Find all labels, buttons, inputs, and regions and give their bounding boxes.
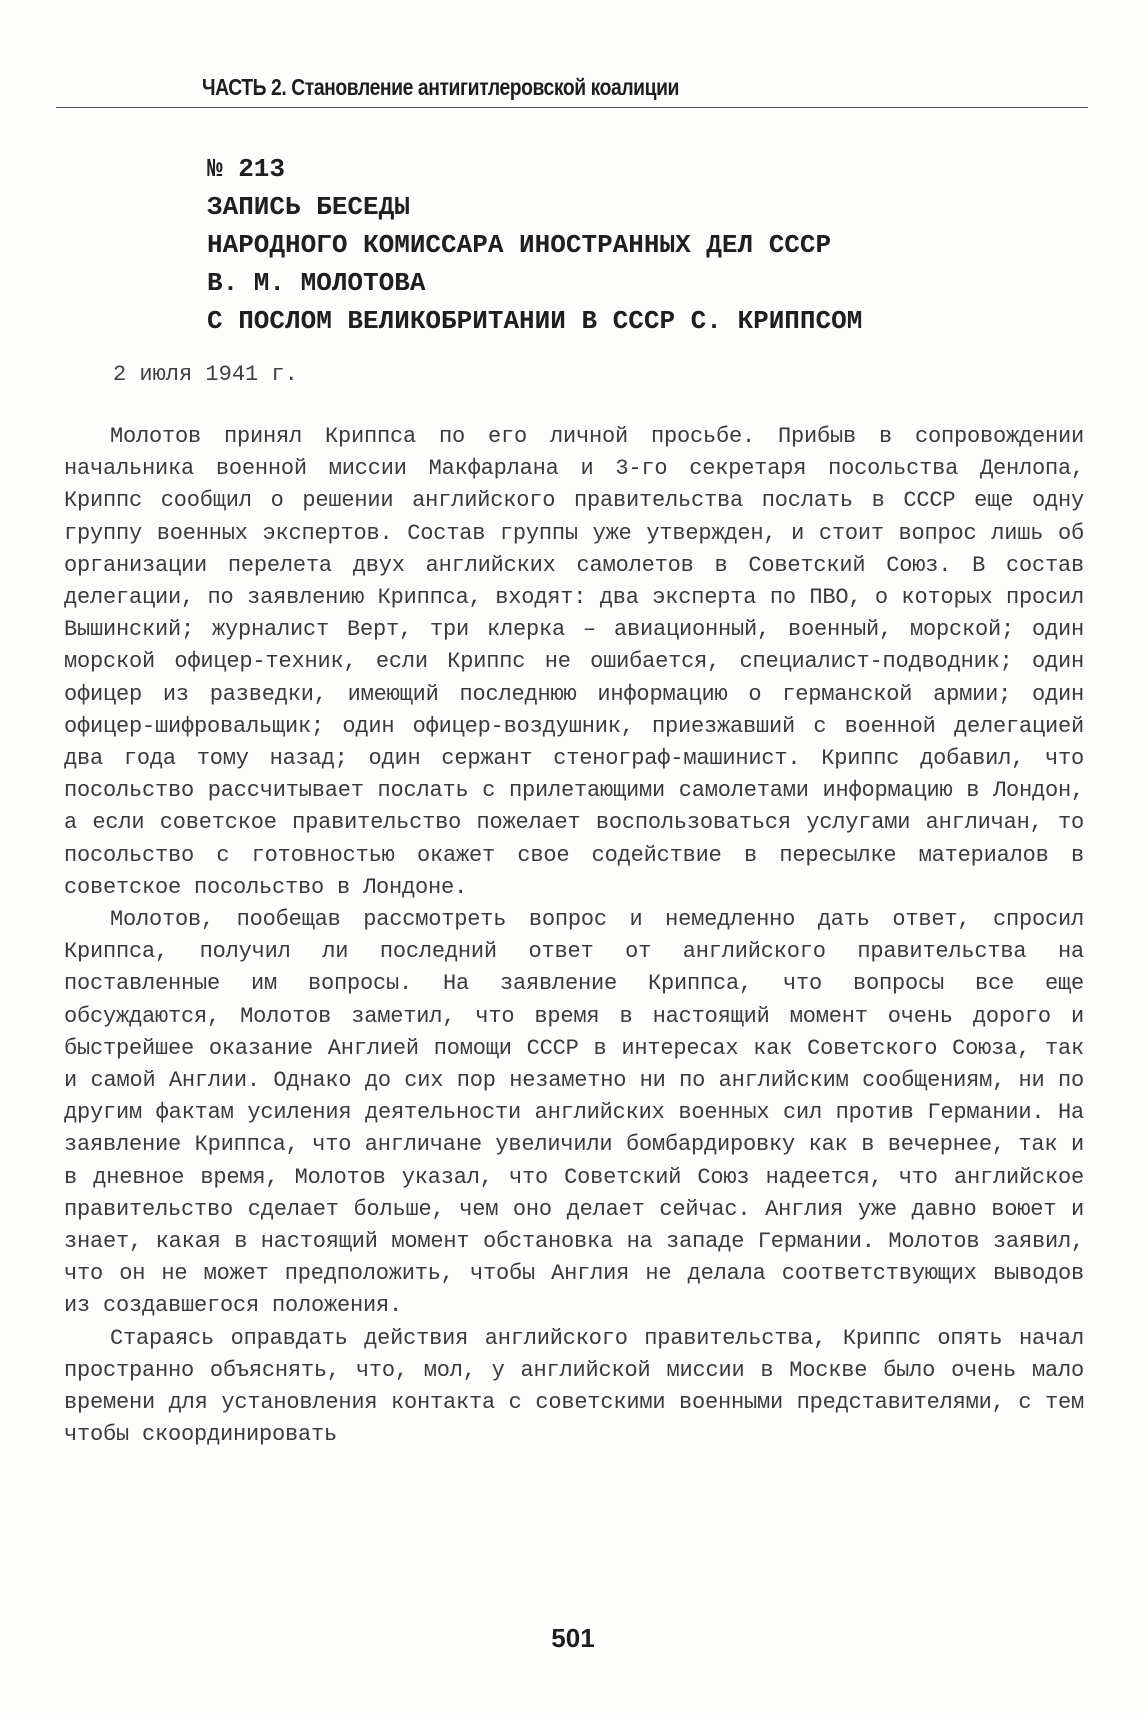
document-heading (207, 150, 862, 340)
paragraph: Молотов принял Криппса по его личной просьбе. Прибыв в сопровождении начальника военной миссии Макфарлана и 3-го секретаря посольства Денлопа, Криппс сообщил о решении английского правительства послать в СССР еще одну группу военных экспертов. Состав группы уже утвержден, и стоит вопрос лишь об организации перелета двух английских самолетов в Советский Союз. В состав делегации, по заявлению Криппса, входят: два эксперта по ПВО, о которых просил Вышинский; журналист Верт, три клерка – авиационный, военный, морской; один морской офицер-техник, если Криппс не ошибается, специалист-подводник; один офицер из разведки, имеющий последнюю информацию о германской армии; один офицер-шифровальщик; один офицер-воздушник, приезжавший с военной делегацией два года тому назад; один сержант стенограф-машинист. Криппс добавил, что посольство рассчитывает послать с прилетающими самолетами информацию в Лондон, а если советское правительство пожелает воспользоваться услугами англичан, то посольство с готовностью окажет свое содействие в пересылке материалов в советское посольство в Лондоне. (64, 424, 1084, 900)
paragraph: Стараясь оправдать действия английского правительства, Криппс опять начал пространно объяснять, что, мол, у английской миссии в Москве было очень мало времени для установления контакта с советскими военными представителями, с тем чтобы скоординировать (64, 1325, 1084, 1448)
document-number: № 213 (207, 154, 286, 184)
page-number: 501 (551, 1623, 595, 1653)
heading-line: В. М. МОЛОТОВА (207, 268, 426, 298)
running-header: ЧАСТЬ 2. Становление антигитлеровской коалиции (202, 74, 680, 100)
paragraph: Молотов, пообещав рассмотреть вопрос и немедленно дать ответ, спросил Криппса, получил ли последний ответ от английского правительства на поставленные им вопросы. На заявление Криппса, что вопросы все еще обсуждаются, Молотов заметил, что время в настоящий момент очень дорого и быстрейшее оказание Англией помощи СССР в интересах как Советского Союза, так и самой Англии. Однако до сих пор незаметно ни по английским сообщениям, ни по другим фактам усиления деятельности английских военных сил против Германии. На заявление Криппса, что англичане увеличили бомбардировку как в вечернее, так и в дневное время, Молотов указал, что Советский Союз надеется, что английское правительство сделает больше, чем оно делает сейчас. Англия уже давно воюет и знает, какая в настоящий момент обстановка на западе Германии. Молотов заявил, что он не может предположить, чтобы Англия не делала соответствующих выводов из создавшегося положения. (64, 907, 1084, 1319)
heading-line: ЗАПИСЬ БЕСЕДЫ (207, 192, 410, 222)
document-body (64, 421, 1084, 1452)
document-date: 2 июля 1941 г. (113, 362, 298, 387)
heading-line: НАРОДНОГО КОМИССАРА ИНОСТРАННЫХ ДЕЛ СССР (207, 230, 832, 260)
heading-line: С ПОСЛОМ ВЕЛИКОБРИТАНИИ В СССР С. КРИППСОМ (207, 306, 863, 336)
header-divider (56, 107, 1088, 108)
